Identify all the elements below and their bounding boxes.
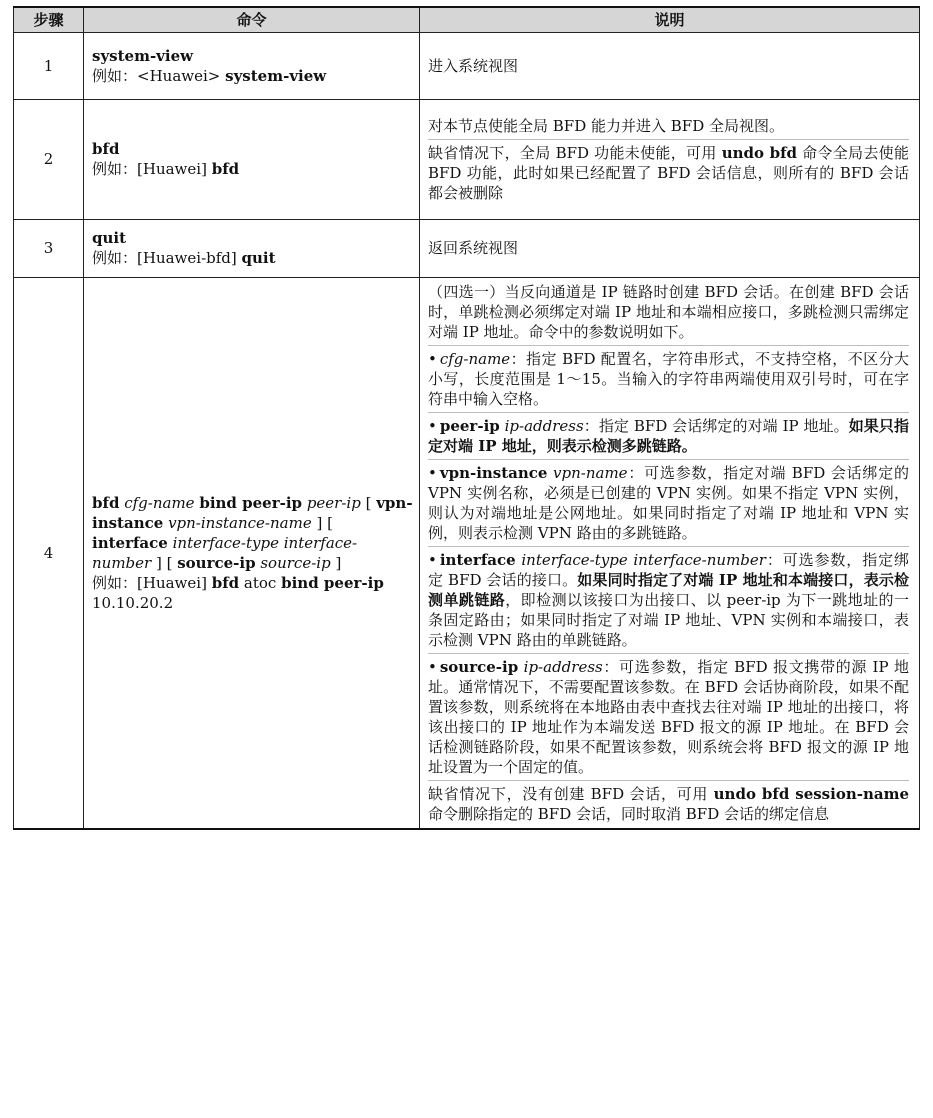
example-arg: 10.10.20.2: [92, 593, 174, 612]
description-cell: [420, 99, 920, 219]
description-paragraph: [428, 546, 909, 652]
command-param: vpn-instance-name: [168, 513, 312, 532]
command-keyword: vpn-instance: [92, 493, 413, 532]
description-text: ：指定 BFD 会话绑定的对端 IP 地址。: [583, 416, 849, 435]
description-text: 命令删除指定的 BFD 会话，同时取消 BFD 会话的绑定信息: [428, 804, 829, 823]
example-prompt: [Huawei]: [137, 573, 207, 592]
example-command: bfd: [211, 573, 240, 592]
description-paragraph: [428, 780, 909, 826]
example-command: system-view: [225, 66, 327, 85]
command-keyword: quit: [92, 229, 127, 247]
description-text: ，即检测以该接口为出接口、以 peer-ip 为下一跳地址的一条固定路由；如果同时指定了对端 IP 地址、VPN 实例和本端接口，表示检测 VPN 路由的单跳链路。: [428, 590, 909, 649]
command-syntax: [92, 493, 413, 573]
syntax-bracket: ]: [330, 553, 342, 572]
command-param: peer-ip: [306, 493, 361, 512]
command-keyword: bfd: [92, 493, 120, 512]
bullet-icon: •: [428, 550, 437, 569]
bfd-config-table: [13, 6, 920, 830]
example-prompt: <Huawei>: [137, 66, 221, 85]
description-text: ：指定 BFD 配置名，字符串形式，不支持空格，不区分大小写，长度范围是 1～15。当输入的字符串两端使用双引号时，可在字符串中输入空格。: [428, 349, 909, 408]
example-command: quit: [241, 249, 276, 267]
command-keyword: system-view: [92, 46, 194, 65]
command-param: interface-type interface-number: [92, 533, 358, 572]
description-paragraph: [428, 114, 909, 138]
table-row: [14, 277, 920, 829]
param-name: cfg-name: [439, 349, 511, 368]
description-text: ：可选参数，指定对端 BFD 会话绑定的 VPN 实例名称，必须是已创建的 VPN 实例。如果不指定 VPN 实例，则认为对端地址是公网地址。如果同时指定了对端 IP 地址和 VPN 实例，则表示检测 VPN 路由的多跳链路。: [428, 463, 909, 542]
bullet-icon: •: [428, 657, 437, 676]
bullet-icon: •: [428, 463, 437, 482]
description-text: 缺省情况下，没有创建 BFD 会话，可用: [428, 784, 714, 803]
example-command: bfd: [211, 160, 240, 178]
description-paragraph: [428, 653, 909, 779]
param-name: ip-address: [523, 657, 603, 676]
table-row: [14, 99, 920, 219]
description-paragraph: [428, 459, 909, 545]
description-text: 返回系统视图: [428, 239, 519, 257]
example-prefix: 例如：: [92, 160, 138, 178]
command-cell: [84, 32, 420, 99]
command-keyword: undo bfd session-name: [713, 784, 910, 803]
description-cell: [420, 277, 920, 829]
description-cell: [420, 219, 920, 277]
description-emphasis: 如果只指定对端 IP 地址，则表示检测多跳链路。: [428, 416, 909, 455]
command-keyword: source-ip: [177, 553, 256, 572]
param-name: ip-address: [504, 416, 584, 435]
command-keyword: undo bfd: [721, 143, 798, 162]
example-prefix: 例如：: [92, 573, 138, 592]
example-prefix: 例如：: [92, 66, 138, 85]
description-paragraph: [428, 280, 909, 344]
description-text: ：可选参数，指定绑定 BFD 会话的接口。: [428, 550, 909, 589]
param-keyword: vpn-instance: [439, 463, 548, 482]
command-keyword: interface: [92, 533, 168, 552]
command-param: source-ip: [260, 553, 331, 572]
command-param: cfg-name: [124, 493, 195, 512]
example-arg: atoc: [243, 573, 277, 592]
param-keyword: interface: [439, 550, 516, 569]
bullet-icon: •: [428, 416, 437, 435]
syntax-bracket: ] [: [311, 513, 333, 532]
table-header-row: [14, 7, 920, 32]
header-command: 命令: [84, 7, 420, 32]
bullet-icon: •: [428, 349, 437, 368]
param-name: interface-type interface-number: [521, 550, 766, 569]
example-prefix: 例如：: [92, 249, 138, 267]
header-step: 步骤: [14, 7, 84, 32]
command-cell: [84, 219, 420, 277]
description-paragraph: [428, 412, 909, 458]
step-number: 2: [14, 99, 84, 219]
param-keyword: source-ip: [439, 657, 519, 676]
step-number: 3: [14, 219, 84, 277]
header-description: 说明: [420, 7, 920, 32]
example-prompt: [Huawei-bfd]: [137, 249, 237, 267]
description-text: 进入系统视图: [428, 56, 519, 75]
description-paragraph: [428, 345, 909, 411]
description-text: ：可选参数，指定 BFD 报文携带的源 IP 地址。通常情况下，不需要配置该参数。在 BFD 会话协商阶段，如果不配置该参数，则系统将在本地路由表中查找去往对端 IP 地址的出接口，将该出接口的 IP 地址作为本端发送 BFD 报文的源 IP 地址。在 BFD 会话检测链路阶段，如果不配置该参数，则系统会将 BFD 报文的源 IP 地址设置为一个固定的值。: [428, 657, 909, 776]
command-example: [92, 573, 413, 613]
description-text: 命令全局去使能 BFD 功能，此时如果已经配置了 BFD 会话信息，则所有的 BFD 会话都会被删除: [428, 143, 909, 202]
command-keyword: bind peer-ip: [199, 493, 303, 512]
table-row: [14, 32, 920, 99]
example-prompt: [Huawei]: [137, 160, 207, 178]
step-number: 1: [14, 32, 84, 99]
example-command: bind peer-ip: [281, 573, 384, 592]
param-keyword: peer-ip: [439, 416, 500, 435]
description-paragraph: [428, 139, 909, 205]
description-cell: [420, 32, 920, 99]
syntax-bracket: [: [365, 493, 377, 512]
command-cell: [84, 277, 420, 829]
command-keyword: bfd: [92, 140, 120, 158]
step-number: 4: [14, 277, 84, 829]
syntax-bracket: ] [: [151, 553, 178, 572]
description-emphasis: 如果同时指定了对端 IP 地址和本端接口，表示检测单跳链路: [428, 570, 909, 609]
command-cell: [84, 99, 420, 219]
table-row: [14, 219, 920, 277]
description-text: （四选一）当反向通道是 IP 链路时创建 BFD 会话。在创建 BFD 会话时，单跳检测必须绑定对端 IP 地址和本端相应接口，多跳检测只需绑定对端 IP 地址。命令中的参数说明如下。: [428, 282, 909, 341]
description-text: 对本节点使能全局 BFD 能力并进入 BFD 全局视图。: [428, 116, 784, 135]
param-name: vpn-name: [553, 463, 628, 482]
description-text: 缺省情况下，全局 BFD 功能未使能，可用: [428, 143, 722, 162]
